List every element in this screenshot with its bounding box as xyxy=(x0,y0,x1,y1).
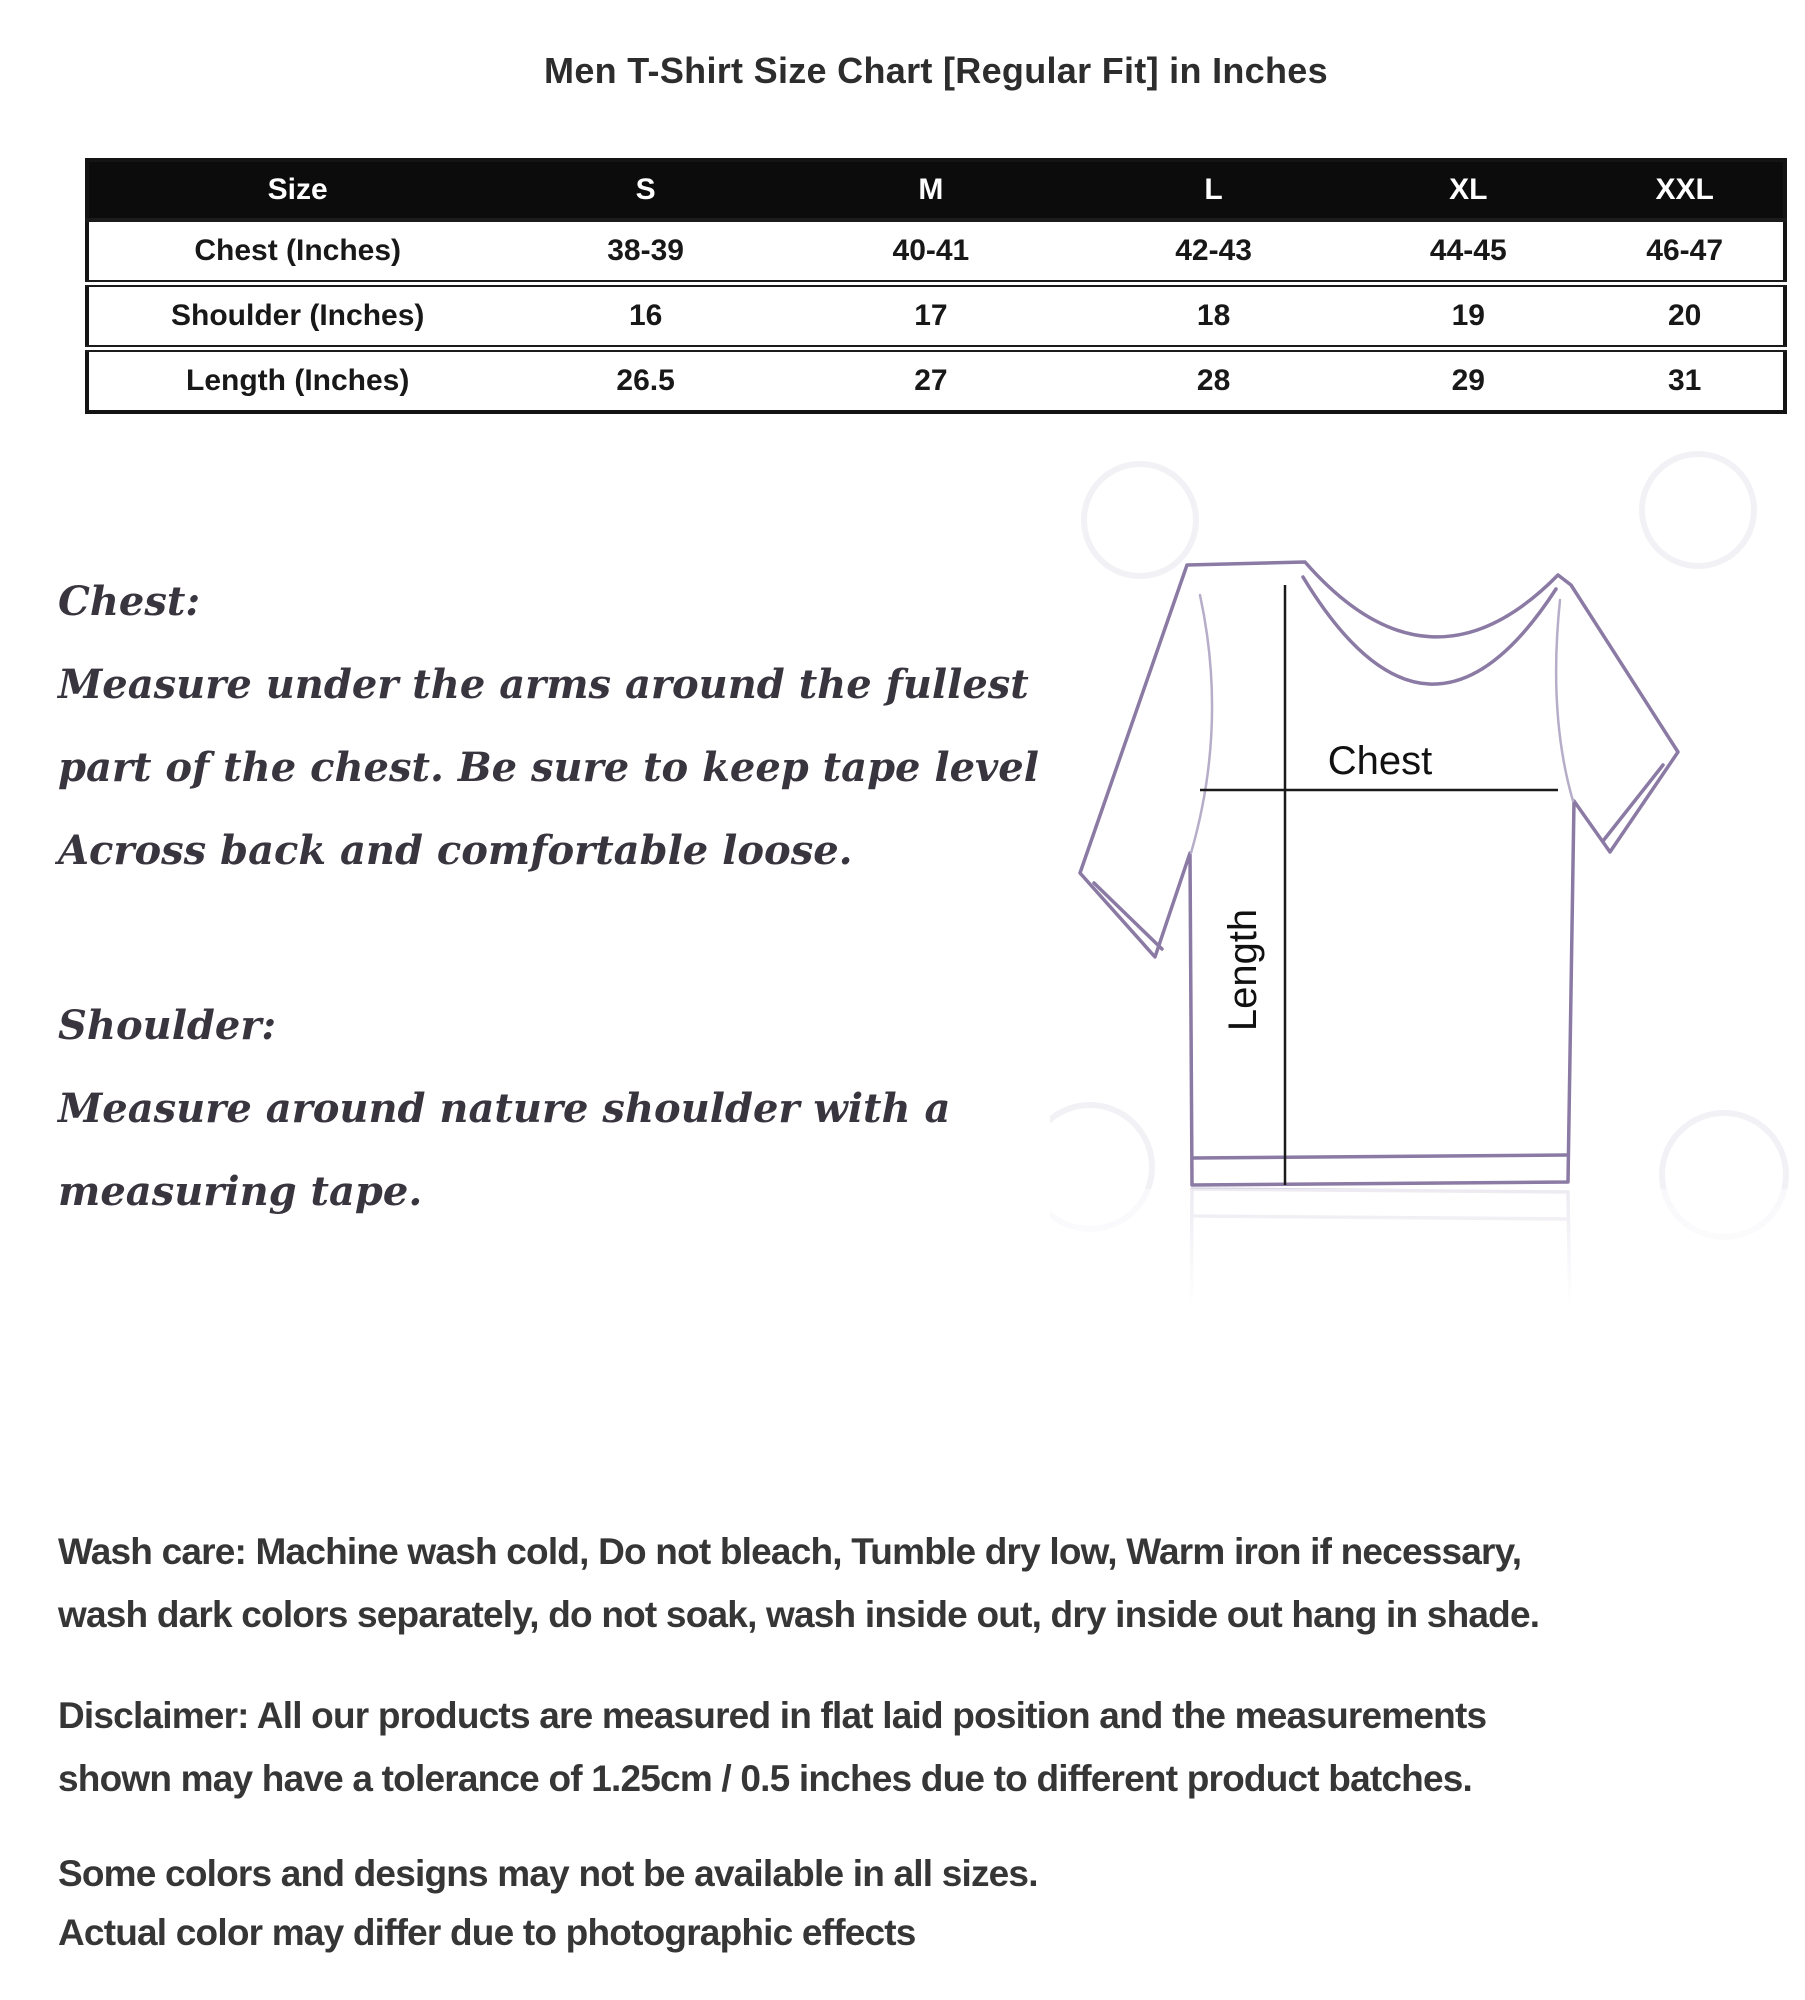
shoulder-m: 17 xyxy=(785,284,1077,349)
chest-label: Chest xyxy=(1327,739,1433,783)
length-s: 26.5 xyxy=(506,349,784,413)
chest-xl: 44-45 xyxy=(1350,220,1586,284)
length-m: 27 xyxy=(785,349,1077,413)
table-row-chest xyxy=(87,220,1785,284)
reflection-fade xyxy=(1050,1189,1790,1325)
row-label-shoulder: Shoulder (Inches) xyxy=(87,284,506,349)
availability-line: Some colors and designs may not be available in all sizes. xyxy=(58,1853,1038,1894)
disclaimer-note xyxy=(58,1684,1486,1810)
col-header-l: L xyxy=(1077,160,1350,220)
shoulder-guide-line: Measure around nature shoulder with a xyxy=(58,1085,951,1132)
page-title: Men T-Shirt Size Chart [Regular Fit] in Inches xyxy=(544,50,1328,91)
col-header-s: S xyxy=(506,160,784,220)
col-header-xxl: XXL xyxy=(1586,160,1785,220)
table-row-shoulder xyxy=(87,284,1785,349)
shoulder-guide xyxy=(58,984,950,1233)
chest-guide xyxy=(58,560,1039,892)
shoulder-xxl: 20 xyxy=(1586,284,1785,349)
wash-care-line: Wash care: Machine wash cold, Do not bleach, Tumble dry low, Warm iron if necessary, xyxy=(58,1531,1522,1572)
chest-guide-line: Across back and comfortable loose. xyxy=(58,827,853,874)
shoulder-xl: 19 xyxy=(1350,284,1586,349)
size-table-container xyxy=(85,158,1787,414)
table-row-length xyxy=(87,349,1785,413)
availability-line: Actual color may differ due to photographic effects xyxy=(58,1912,916,1953)
tshirt-outline xyxy=(1080,562,1678,1185)
length-label: Length xyxy=(1221,908,1265,1032)
wash-care-line: wash dark colors separately, do not soak, wash inside out, dry inside out hang in shade. xyxy=(58,1594,1540,1635)
chest-l: 42-43 xyxy=(1077,220,1350,284)
row-label-chest: Chest (Inches) xyxy=(87,220,506,284)
row-label-length: Length (Inches) xyxy=(87,349,506,413)
shoulder-l: 18 xyxy=(1077,284,1350,349)
length-xl: 29 xyxy=(1350,349,1586,413)
availability-note xyxy=(58,1844,1038,1962)
size-table xyxy=(85,158,1787,414)
length-l: 28 xyxy=(1077,349,1350,413)
chest-s: 38-39 xyxy=(506,220,784,284)
chest-m: 40-41 xyxy=(785,220,1077,284)
tshirt-diagram xyxy=(1050,425,1790,1325)
length-xxl: 31 xyxy=(1586,349,1785,413)
chest-guide-heading: Chest: xyxy=(58,578,201,625)
shoulder-guide-heading: Shoulder: xyxy=(58,1002,277,1049)
chest-xxl: 46-47 xyxy=(1586,220,1785,284)
disclaimer-line: shown may have a tolerance of 1.25cm / 0.5 inches due to different product batches. xyxy=(58,1758,1473,1799)
chest-guide-line: Measure under the arms around the fullest xyxy=(58,661,1029,708)
col-header-m: M xyxy=(785,160,1077,220)
wash-care-note xyxy=(58,1520,1539,1646)
shoulder-s: 16 xyxy=(506,284,784,349)
size-table-header-row xyxy=(87,160,1785,220)
col-header-xl: XL xyxy=(1350,160,1586,220)
col-header-size: Size xyxy=(87,160,506,220)
tshirt-silhouette xyxy=(1080,562,1678,1185)
shoulder-guide-line: measuring tape. xyxy=(58,1168,423,1215)
disclaimer-line: Disclaimer: All our products are measured in flat laid position and the measurements xyxy=(58,1695,1487,1736)
chest-guide-line: part of the chest. Be sure to keep tape level xyxy=(58,744,1039,791)
